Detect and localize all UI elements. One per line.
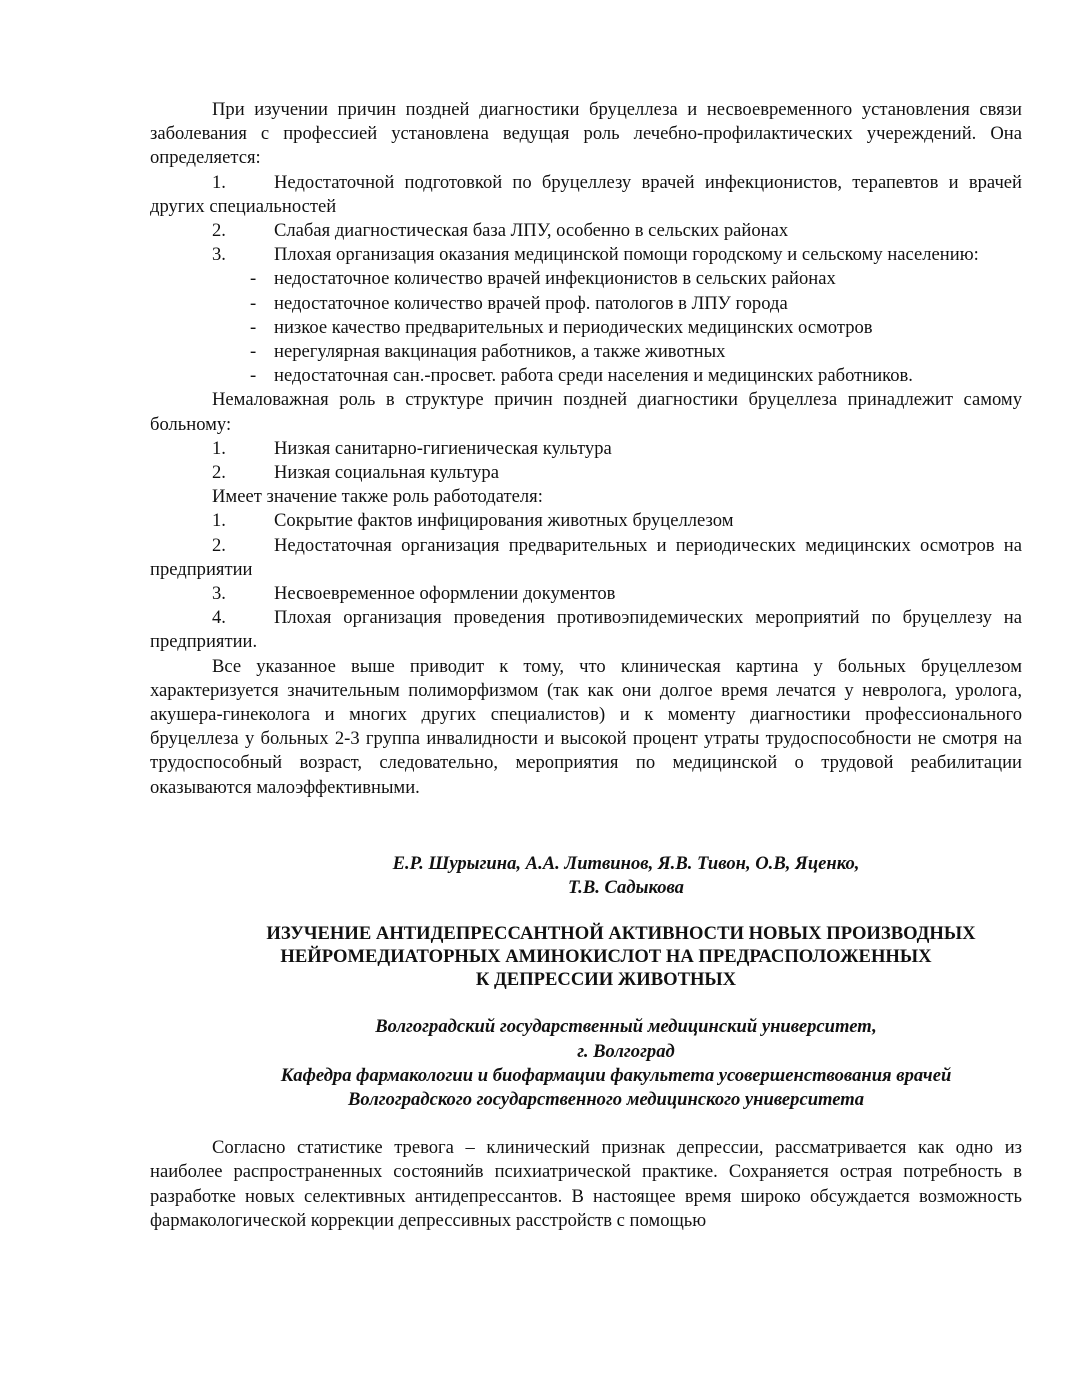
article-authors-line-1: Е.Р. Шурыгина, А.А. Литвинов, Я.В. Тивон, О.В, Яценко, xyxy=(392,852,860,874)
list-item: 1. Низкая санитарно-гигиеническая культура xyxy=(212,437,612,459)
spacer xyxy=(150,900,1022,922)
affiliation-line-2: г. Волгоград xyxy=(577,1040,675,1062)
list-item: 3. Несвоевременное оформлении документов xyxy=(212,583,616,605)
intro-paragraph-2: Немаловажная роль в структуре причин поздней диагностики бруцеллеза принадлежит самому больному: xyxy=(150,389,1022,435)
bullet-item: - недостаточное количество врачей инфекционистов в сельских районах xyxy=(250,268,836,290)
list-item: 2. Слабая диагностическая база ЛПУ, особенно в сельских районах xyxy=(212,220,789,242)
intro-paragraph-3: Имеет значение также роль работодателя: xyxy=(212,486,543,508)
spacer xyxy=(150,800,1022,852)
intro-paragraph-4: Все указанное выше приводит к тому, что клиническая картина у больных бруцеллезом характеризуется значительным полиморфизмом (так как они долгое время лечатся у невролога, уролога, акушера-гинеколога и многих других специалистов) и к моменту диагностики профессионального бруцеллеза у больных 2-3 группа инвалидности и высокой процент утраты трудоспособности не смотря на трудоспособный возраст, следовательно, мероприятия по медицинской о трудовой реабилитации оказываются малоэффективными. xyxy=(150,655,1022,798)
bullet-item: - недостаточное количество врачей проф. патологов в ЛПУ города xyxy=(250,292,788,314)
article-body-paragraph-1: Согласно статистике тревога – клинический признак депрессии, рассматривается как одно из наиболее распространенных состоянийв психиатрической практике. Сохраняется острая потребность в разработке новых селективных антидепрессантов. В настоящее время широко обсуждается возможность фармакологической коррекции депрессивных расстройств с помощью xyxy=(150,1137,1022,1231)
article-title-line-2: НЕЙРОМЕДИАТОРНЫХ АМИНОКИСЛОТ НА ПРЕДРАСПОЛОЖЕННЫХ xyxy=(280,946,932,968)
list-item: 3. Плохая организация оказания медицинской помощи городскому и сельскому населению: xyxy=(212,244,979,266)
affiliation-line-3: Кафедра фармакологии и биофармации факультета усовершенствования врачей xyxy=(280,1064,952,1086)
list-item: 1. Недостаточной подготовкой по бруцеллезу врачей инфекционистов, терапевтов и врачей других специальностей xyxy=(150,171,1022,217)
affiliation-line-1: Волгоградский государственный медицинский университет, xyxy=(375,1016,877,1038)
bullet-item: - низкое качество предварительных и периодических медицинских осмотров xyxy=(250,316,873,338)
list-item: 2. Недостаточная организация предварительных и периодических медицинских осмотров на предприятии xyxy=(150,534,1022,580)
bullet-item: - нерегулярная вакцинация работников, а также животных xyxy=(250,341,726,363)
affiliation-line-4: Волгоградского государственного медицинского университета xyxy=(347,1088,865,1110)
article-title-line-1: ИЗУЧЕНИЕ АНТИДЕПРЕССАНТНОЙ АКТИВНОСТИ НОВЫХ ПРОИЗВОДНЫХ xyxy=(266,923,976,945)
article-authors-line-2: Т.В. Садыкова xyxy=(568,877,684,899)
spacer xyxy=(150,1112,1022,1136)
intro-paragraph-1: При изучении причин поздней диагностики бруцеллеза и несвоевременного установления связи заболевания с профессией установлена ведущая роль лечебно-профилактических учереждений. Она определяется: xyxy=(150,99,1022,169)
list-item: 2. Низкая социальная культура xyxy=(212,462,499,484)
document-page xyxy=(150,98,1022,1233)
bullet-item: - недостаточная сан.-просвет. работа среди населения и медицинских работников. xyxy=(250,365,913,387)
list-item: 4. Плохая организация проведения противоэпидемических мероприятий по бруцеллезу на предприятии. xyxy=(150,607,1022,653)
list-item: 1. Сокрытие фактов инфицирования животных бруцеллезом xyxy=(212,510,734,532)
article-title-line-3: К ДЕПРЕССИИ ЖИВОТНЫХ xyxy=(475,969,737,991)
spacer xyxy=(150,991,1022,1015)
